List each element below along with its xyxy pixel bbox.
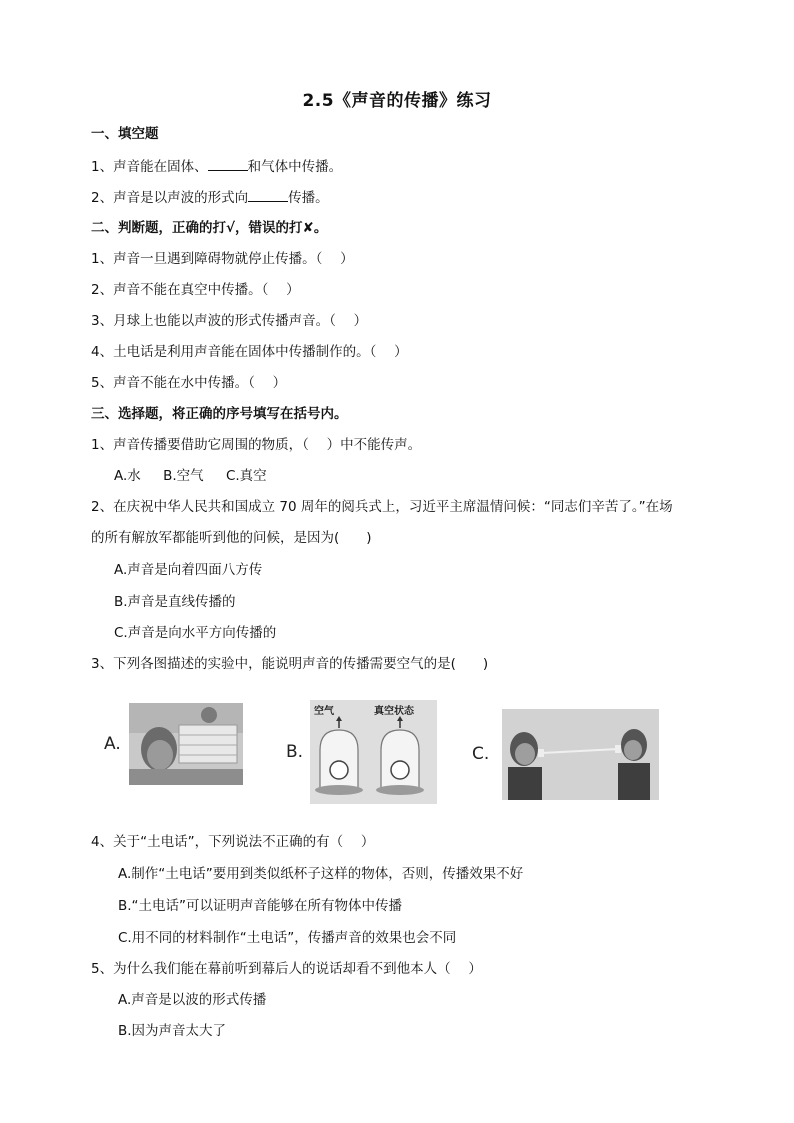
- figure-a-illustration: [129, 703, 243, 785]
- judge-item: 4、土电话是利用声音能在固体中传播制作的。（ ）: [91, 344, 408, 360]
- section3-heading: 三、选择题，将正确的序号填写在括号内。: [91, 406, 348, 422]
- judge-item: 2、声音不能在真空中传播。（ ）: [91, 282, 300, 298]
- fill-question-1: [91, 156, 342, 177]
- option-c[interactable]: C.用不同的材料制作“土电话”，传播声音的效果也会不同: [118, 930, 457, 946]
- fill-question-2-end: 传播。: [288, 190, 329, 206]
- option-a[interactable]: A.声音是向着四面八方传: [114, 562, 263, 578]
- judge-item: 3、月球上也能以声波的形式传播声音。（ ）: [91, 313, 368, 329]
- option-a[interactable]: A.水: [114, 468, 141, 484]
- page-title: 2.5《声音的传播》练习: [302, 91, 492, 111]
- fill-question-1-end: 和气体中传播。: [247, 159, 343, 175]
- section2-heading: 二、判断题，正确的打√，错误的打✘。: [91, 220, 328, 236]
- option-b[interactable]: B.因为声音太大了: [118, 1023, 227, 1039]
- jar-left-caption: 空气: [314, 706, 334, 717]
- option-b[interactable]: B.空气: [163, 468, 204, 484]
- choice-question-1-options: [114, 466, 285, 486]
- choice-question-2-line2: 的所有解放军都能听到他的问候，是因为( ): [91, 530, 372, 546]
- option-a[interactable]: A.制作“土电话”要用到类似纸杯子这样的物体，否则，传播效果不好: [118, 866, 524, 882]
- answer-blank[interactable]: [208, 156, 248, 171]
- figure-c-photo: [502, 709, 659, 800]
- string-telephone-illustration: [502, 709, 659, 800]
- choice-question-5: 5、为什么我们能在幕前听到幕后人的说话却看不到他本人（ ）: [91, 961, 482, 977]
- option-b[interactable]: B.“土电话”可以证明声音能够在所有物体中传播: [118, 898, 403, 914]
- choice-question-1: 1、声音传播要借助它周围的物质，（ ）中不能传声。: [91, 437, 422, 453]
- fill-question-2-start: 2、声音是以声波的形式向: [91, 190, 249, 206]
- figure-label-b: B.: [286, 742, 304, 762]
- figure-b-photo: [310, 700, 437, 804]
- fill-question-1-start: 1、声音能在固体、: [91, 159, 208, 175]
- judge-item: 1、声音一旦遇到障碍物就停止传播。（ ）: [91, 251, 354, 267]
- option-c[interactable]: C.真空: [225, 468, 267, 484]
- figure-label-a: A.: [104, 734, 121, 754]
- fill-question-2: [91, 187, 329, 208]
- option-b[interactable]: B.声音是直线传播的: [114, 594, 236, 610]
- judge-item: 5、声音不能在水中传播。（ ）: [91, 375, 287, 391]
- section1-heading: 一、填空题: [91, 126, 159, 142]
- figure-label-c: C.: [472, 744, 490, 764]
- option-c[interactable]: C.声音是向水平方向传播的: [114, 625, 277, 641]
- choice-question-3: 3、下列各图描述的实验中，能说明声音的传播需要空气的是( ): [91, 656, 489, 672]
- choice-question-2-line1: 2、在庆祝中华人民共和国成立 70 周年的阅兵式上，习近平主席温情问候：“同志们辛苦了。”在场: [91, 499, 673, 515]
- option-a[interactable]: A.声音是以波的形式传播: [118, 992, 267, 1008]
- answer-blank[interactable]: [248, 187, 288, 202]
- jar-right-caption: 真空状态: [374, 706, 414, 717]
- figure-a-photo: [129, 703, 243, 785]
- choice-question-4: 4、关于“土电话”，下列说法不正确的有（ ）: [91, 834, 375, 850]
